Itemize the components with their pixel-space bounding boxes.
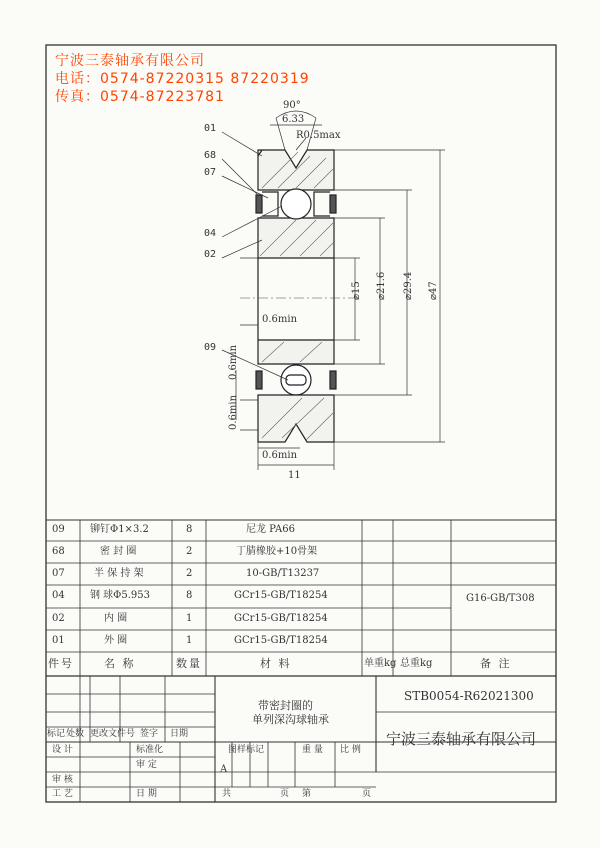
bom-header-total-weight: 总重kg: [400, 658, 433, 669]
title-company: 宁波三泰轴承有限公司: [386, 730, 537, 748]
bearing-lower-section: [256, 340, 336, 442]
rev-header-count: 处数: [66, 729, 85, 739]
bom-row-02-material: GCr15-GB/T18254: [234, 613, 328, 624]
label-09: 09: [204, 342, 217, 353]
dim-width: 11: [288, 470, 301, 481]
label-68: 68: [204, 150, 217, 161]
company-fax: 传真：0574-87223781: [55, 89, 225, 105]
bom-row-68-qty: 2: [186, 546, 193, 557]
bom-header-no: 件号: [48, 657, 74, 670]
sheet-total-unit: 页: [280, 789, 290, 799]
product-name-line1: 带密封圈的: [258, 699, 313, 712]
rev-header-doc: 更改文件号: [90, 729, 136, 739]
dim-bore: ⌀15: [351, 281, 362, 300]
role-review: 审 核: [52, 775, 73, 785]
bom-row-01-qty: 1: [186, 635, 193, 646]
bom-row-68-name: 密 封 圈: [100, 546, 137, 557]
dim-groove-width: 6.33: [282, 114, 305, 125]
label-02: 02: [204, 249, 217, 260]
rev-header-mark: 标记: [47, 729, 66, 739]
role-process: 工 艺: [52, 789, 73, 799]
bearing-upper-section: [256, 150, 336, 340]
dim-groove-radius: R0.5max: [296, 130, 341, 141]
sheet-current-unit: 页: [362, 789, 372, 799]
dim-d1: ⌀21.6: [376, 271, 387, 300]
dim-outer: ⌀47: [428, 281, 439, 300]
bom-row-01-material: GCr15-GB/T18254: [234, 635, 328, 646]
company-name: 宁波三泰轴承有限公司: [55, 53, 205, 69]
bom-row-07-material: 10-GB/T13237: [246, 568, 320, 579]
bom-header-material: 材 料: [260, 657, 292, 670]
role-design: 设 计: [52, 745, 73, 755]
bom-row-04-name: 钢 球Φ5.953: [90, 590, 151, 601]
company-phone: 电话：0574-87220315 87220319: [55, 71, 310, 87]
bom-row-09-material: 尼龙 PA66: [246, 524, 295, 535]
bom-row-07-no: 07: [52, 568, 65, 579]
mark-header-scale: 比 例: [340, 745, 361, 755]
sheet-total-label: 共: [222, 789, 232, 799]
dim-angle: 90°: [283, 100, 301, 111]
dim-chamfer-left-1: 0.6min: [228, 344, 239, 380]
bom-row-02-no: 02: [52, 613, 65, 624]
label-04: 04: [204, 228, 217, 239]
mark-header-pattern: 图样标记: [228, 745, 265, 755]
bom-header-qty: 数量: [176, 657, 202, 670]
label-standardization: 标准化: [136, 745, 164, 755]
bom-header-name: 名 称: [104, 657, 136, 670]
label-01: 01: [204, 123, 217, 134]
dim-d2: ⌀29.4: [403, 271, 414, 300]
bom-standard: G16-GB/T308: [466, 593, 535, 604]
bom-row-68-material: 丁腈橡胶+10骨架: [236, 546, 318, 557]
product-name-line2: 单列深沟球轴承: [252, 713, 329, 726]
bom-row-02-qty: 1: [186, 613, 193, 624]
bom-row-01-no: 01: [52, 635, 65, 646]
bom-row-07-qty: 2: [186, 568, 193, 579]
mark-header-weight: 重 量: [302, 745, 323, 755]
bom-row-68-no: 68: [52, 546, 65, 557]
bom-row-07-name: 半 保 持 架: [94, 568, 144, 579]
bom-row-04-no: 04: [52, 590, 65, 601]
bom-header-remark: 备 注: [480, 657, 512, 670]
dim-chamfer-inner: 0.6min: [262, 314, 298, 325]
bom-header-unit-weight: 单重kg: [364, 658, 397, 669]
rev-header-date: 日期: [170, 729, 189, 739]
bom-row-04-material: GCr15-GB/T18254: [234, 590, 328, 601]
label-date: 日 期: [136, 789, 157, 799]
mark-a: A: [220, 764, 228, 775]
bom-row-01-name: 外 圈: [104, 635, 128, 646]
bom-row-02-name: 内 圈: [104, 613, 128, 624]
bom-row-04-qty: 8: [186, 590, 193, 601]
label-approval: 审 定: [136, 760, 157, 770]
dim-chamfer-left-2: 0.6min: [228, 394, 239, 430]
label-07: 07: [204, 167, 217, 178]
bom-row-09-name: 铆钉Φ1×3.2: [90, 524, 149, 535]
dim-chamfer-bottom: 0.6min: [262, 450, 298, 461]
sheet-current-label: 第: [302, 789, 312, 799]
rev-header-sign: 签字: [140, 729, 159, 739]
bom-row-09-no: 09: [52, 524, 65, 535]
drawing-number: STB0054-R62021300: [404, 689, 534, 703]
bom-row-09-qty: 8: [186, 524, 193, 535]
